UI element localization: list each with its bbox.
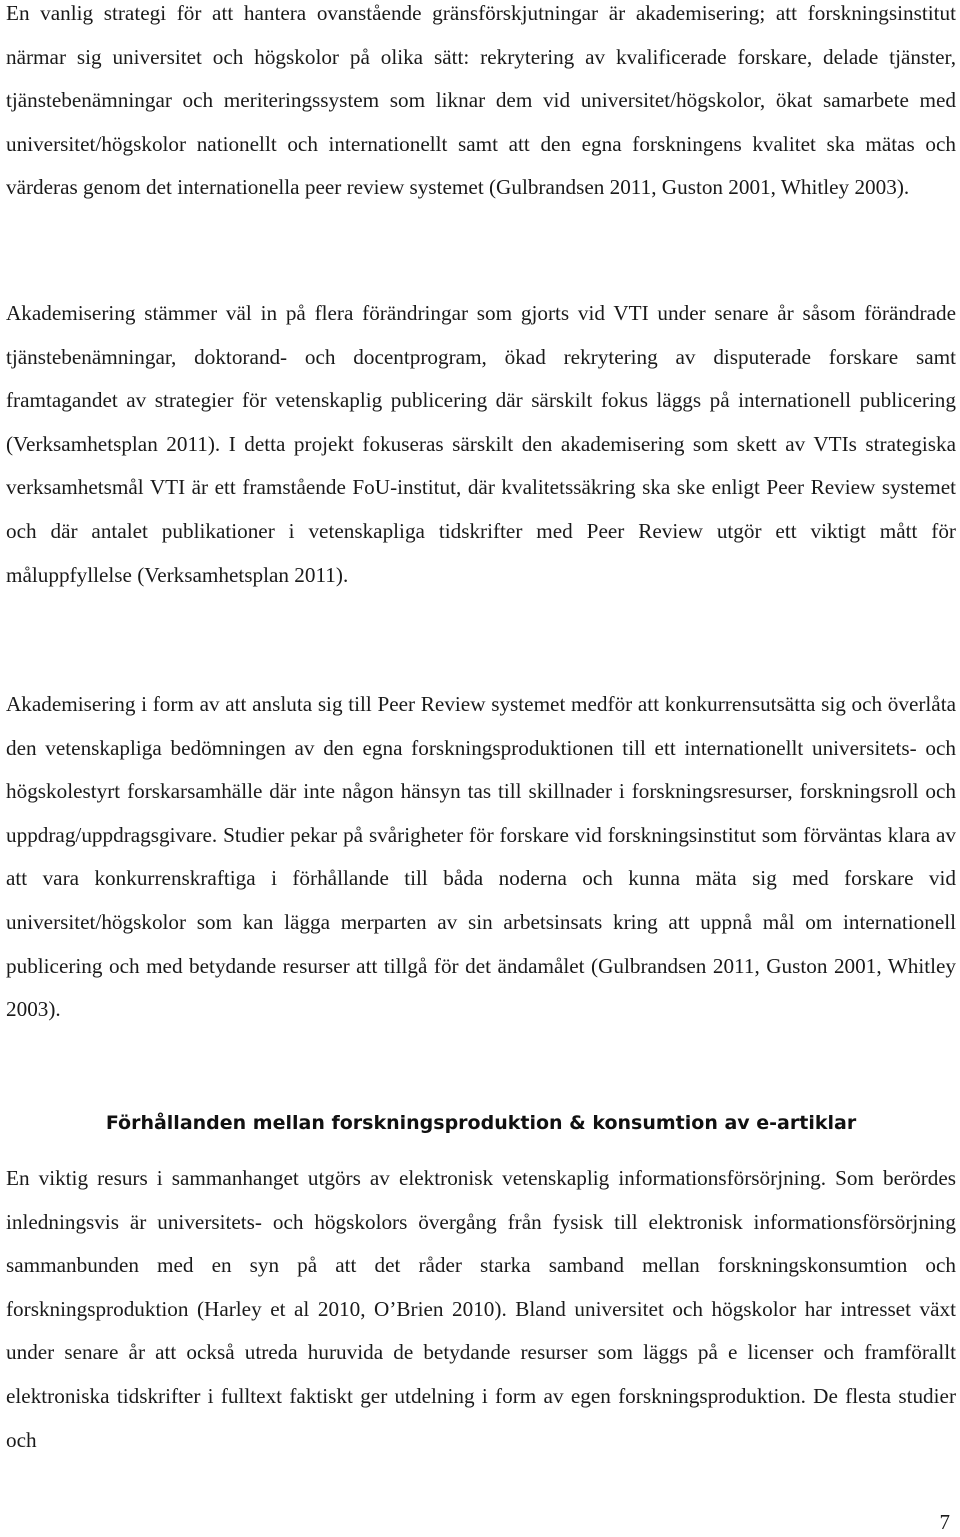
paragraph-e-resources: En viktig resurs i sammanhanget utgörs av elektronisk vetenskaplig informationsförsörjning. Som berördes inledningsvis är universitets- och högskolors övergång från fysisk till elektronisk informationsförsörjning sammanbunden med en syn på att det råder starka samband mellan forskningskonsumtion och forskningsproduktion (Harley et al 2010, O’Brien 2010). Bland universitet och högskolor har intresset växt under senare år att också utreda huruvida de betydande resurser som läggs på e licenser och framförallt elektroniska tidskrifter i fulltext faktiskt ger utdelning i form av egen forskningsproduktion. De flesta studier och [6, 1166, 956, 1452]
paragraph-vti-academisation: Akademisering stämmer väl in på flera förändringar som gjorts vid VTI under senare år såsom förändrade tjänstebenämningar, doktorand- och docentprogram, ökad rekrytering av disputerade forskare samt framtagandet av strategier för vetenskaplig publicering där särskilt fokus läggs på internationell publicering (Verksamhetsplan 2011). I detta projekt fokuseras särskilt den akademisering som skett av VTIs strategiska verksamhetsmål VTI är ett framstående FoU-institut, där kvalitetssäkring ska ske enligt Peer Review systemet och där antalet publikationer i vetenskapliga tidskrifter med Peer Review utgör ett viktigt mått för måluppfyllelse (Verksamhetsplan 2011). [6, 301, 956, 587]
paragraph-academisation-strategy: En vanlig strategi för att hantera ovanstående gränsförskjutningar är akademisering; att forskningsinstitut närmar sig universitet och högskolor på olika sätt: rekrytering av kvalificerade forskare, delade tjänster, tjänstebenämningar och meriteringssystem som liknar dem vid universitet/högskolor, ökat samarbete med universitet/högskolor nationellt och internationellt samt att den egna forskningens kvalitet ska mätas och värderas genom det internationella peer review systemet (Gulbrandsen 2011, Guston 2001, Whitley 2003). [6, 1, 956, 200]
page-number: 7 [939, 1510, 950, 1534]
section-heading: Förhållanden mellan forskningsproduktion & konsumtion av e-artiklar [105, 1112, 857, 1134]
paragraph-peer-review: Akademisering i form av att ansluta sig till Peer Review systemet medför att konkurrensutsätta sig och överlåta den vetenskapliga bedömningen av den egna forskningsproduktionen till ett internationellt universitets- och högskolestyrt forskarsamhälle där inte någon hänsyn tas till skillnader i forskningsresurser, forskningsroll och uppdrag/uppdragsgivare. Studier pekar på svårigheter för forskare vid forskningsinstitut som förväntas klara av att vara konkurrenskraftiga i förhållande till båda noderna och kunna mäta sig med forskare vid universitet/högskolor som kan lägga merparten av sin arbetsinsats kring att uppnå mål om internationell publicering och med betydande resurser att tillgå för det ändamålet (Gulbrandsen 2011, Guston 2001, Whitley 2003). [6, 692, 956, 1022]
